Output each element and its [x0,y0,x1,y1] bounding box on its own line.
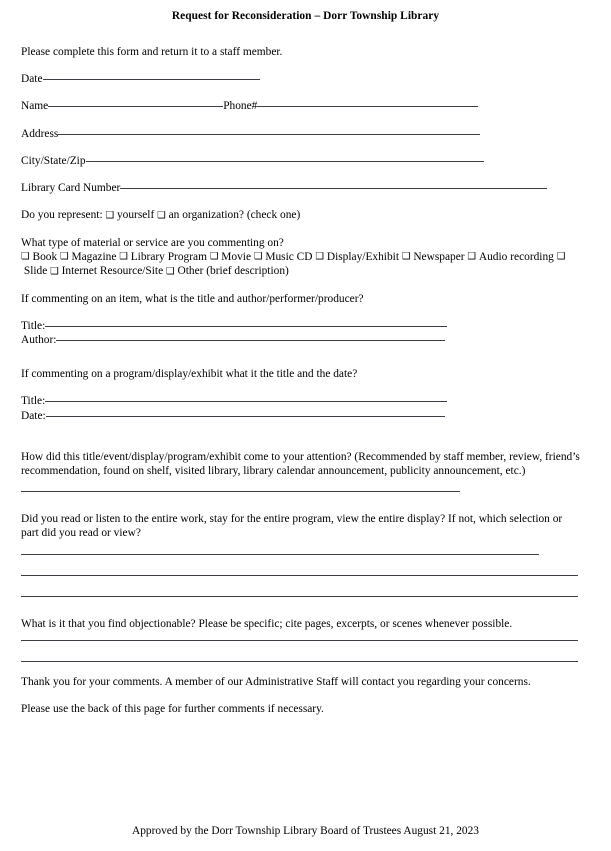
represent-option-yourself[interactable]: yourself [116,209,155,222]
checkbox-icon-audio-recording[interactable]: ❑ [467,251,477,263]
item-author-input-line[interactable] [56,340,445,341]
material-option-slide[interactable]: Slide [23,265,48,278]
city-state-zip-input-line[interactable] [86,161,484,162]
checkbox-icon-internet-resource[interactable]: ❑ [50,265,59,277]
name-phone-field-row[interactable] [21,99,581,113]
thank-you-text: Thank you for your comments. A member of our Administrative Staff will contact you regarding your concerns. [21,675,531,688]
item-author-label: Author: [21,334,57,347]
attention-section-question: How did this title/event/display/program/exhibit come to your attention? (Recommended by staff member, review, friend’s recommendation, found on shelf, visited library, library calendar announcement, publicity announcement, etc.) [21,450,580,478]
form-page [0,9,611,851]
checkbox-icon-music-cd[interactable]: ❑ [253,251,263,263]
program-title-field-row[interactable] [21,394,581,408]
material-option-book[interactable]: Book [32,250,58,263]
item-title-field-row[interactable] [21,319,581,333]
program-section-question: If commenting on a program/display/exhibit what it the title and the date? [21,368,358,381]
date-field-row[interactable] [21,72,581,86]
material-option-display-exhibit[interactable]: Display/Exhibit [326,250,399,263]
checkbox-icon-book[interactable]: ❑ [21,251,30,263]
material-option-magazine[interactable]: Magazine [71,250,117,263]
item-author-field-row[interactable] [21,333,581,347]
material-option-other[interactable]: Other (brief description) [177,265,289,278]
back-of-page-text: Please use the back of this page for further comments if necessary. [21,703,324,716]
represent-question: Do you represent: [21,209,103,222]
program-date-input-line[interactable] [46,416,445,417]
library-card-input-line[interactable] [120,188,547,189]
program-title-input-line[interactable] [45,401,447,402]
checkbox-icon-other[interactable]: ❑ [166,265,175,277]
address-field-row[interactable] [21,127,581,141]
checkbox-icon-magazine[interactable]: ❑ [60,251,69,263]
page-title: Request for Reconsideration – Dorr Township Library [171,10,440,22]
checkbox-icon-organization[interactable]: ❑ [157,209,166,221]
checkbox-icon-display-exhibit[interactable]: ❑ [315,251,324,263]
item-section-question: If commenting on an item, what is the title and author/performer/producer? [21,292,364,305]
city-state-zip-label: City/State/Zip [21,154,86,167]
represent-option-organization[interactable]: an organization? (check one) [168,209,301,222]
item-title-label: Title: [21,319,46,332]
checkbox-icon-library-program[interactable]: ❑ [119,251,128,263]
program-date-label: Date: [21,409,46,422]
program-date-field-row[interactable] [21,409,581,423]
item-title-input-line[interactable] [45,326,447,327]
intro-instruction: Please complete this form and return it to a staff member. [21,46,283,58]
name-input-line[interactable] [48,106,223,107]
form-body [21,45,581,716]
material-type-question: What type of material or service are you commenting on? [21,236,284,249]
material-option-newspaper[interactable]: Newspaper [413,250,465,263]
material-option-library-program[interactable]: Library Program [130,250,207,263]
name-label: Name [21,100,49,113]
phone-label: Phone# [223,100,258,113]
material-option-audio-recording[interactable]: Audio recording [478,250,554,263]
material-option-internet-resource[interactable]: Internet Resource/Site [61,265,164,278]
checkbox-icon-movie[interactable]: ❑ [209,251,219,263]
checkbox-icon-yourself[interactable]: ❑ [105,209,115,221]
represent-row [21,208,581,222]
address-label: Address [21,127,59,140]
phone-input-line[interactable] [257,106,478,107]
material-option-movie[interactable]: Movie [221,250,252,263]
library-card-label: Library Card Number [21,182,121,195]
library-card-field-row[interactable] [21,181,581,195]
entirety-section-question: Did you read or listen to the entire work, stay for the entire program, view the entire display? If not, which selection or part did you read or view? [21,513,563,540]
date-label: Date [21,73,43,86]
material-type-options [21,250,581,279]
approval-footer: Approved by the Dorr Township Library Board of Trustees August 21, 2023 [131,825,479,837]
date-input-line[interactable] [43,79,260,80]
address-input-line[interactable] [58,134,480,135]
program-title-label: Title: [21,395,46,408]
material-option-music-cd[interactable]: Music CD [265,250,313,263]
objectionable-section-question: What is it that you find objectionable? Please be specific; cite pages, excerpts, or scenes whenever possible. [21,617,513,630]
checkbox-icon-slide[interactable]: ❑ [556,251,566,263]
checkbox-icon-newspaper[interactable]: ❑ [401,251,411,263]
city-state-zip-field-row[interactable] [21,154,581,168]
